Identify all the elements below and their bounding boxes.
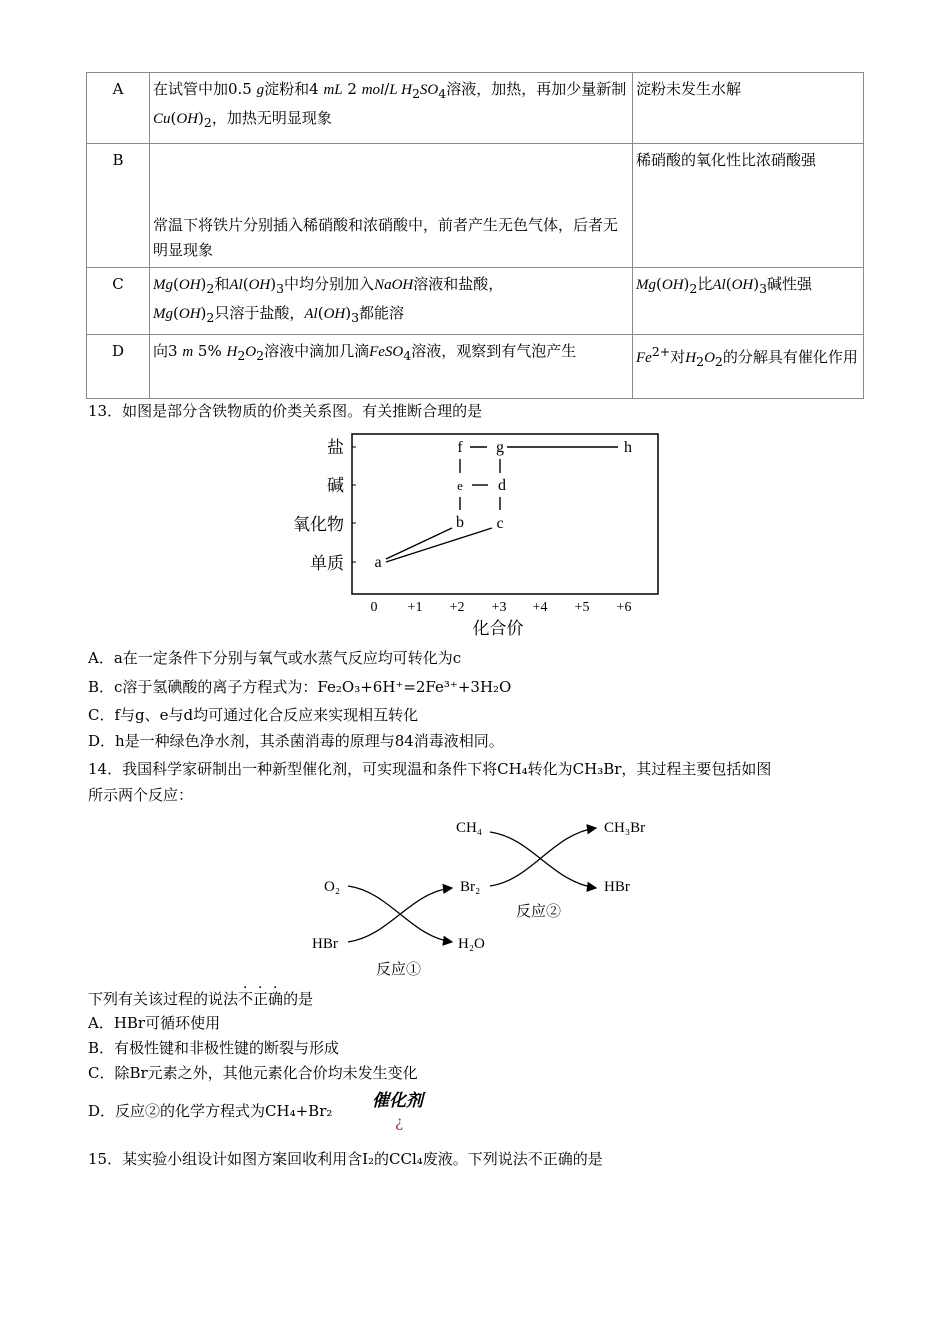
reaction-arrow-icon: ¿ bbox=[395, 1113, 404, 1131]
r2-mid-br2: Br₂ bbox=[460, 879, 481, 895]
x-tick: +1 bbox=[407, 600, 423, 615]
r2-input-ch4: CH₄ bbox=[456, 820, 483, 836]
node-e: e bbox=[457, 478, 463, 493]
r1-label: 反应① bbox=[376, 962, 422, 978]
q14-stem-line2: 所示两个反应： bbox=[88, 786, 194, 804]
q14-option-d: D．反应②的化学方程式为CH₄+Br₂ bbox=[88, 1102, 333, 1120]
y-label-element: 单质 bbox=[310, 554, 344, 573]
x-tick: +3 bbox=[491, 600, 507, 615]
q14-option-c: C．除Br元素之外，其他元素化合价均未发生变化 bbox=[88, 1064, 418, 1082]
q15-stem: 15．某实验小组设计如图方案回收利用含I₂的CCl₄废液。下列说法不正确的是 bbox=[88, 1150, 603, 1168]
q13-stem: 13．如图是部分含铁物质的价类关系图。有关推断合理的是 bbox=[88, 402, 483, 420]
x-tick: +6 bbox=[616, 600, 632, 615]
q14-stem-line1: 14．我国科学家研制出一种新型催化剂，可实现温和条件下将CH₄转化为CH₃Br，其过程主要包括如图 bbox=[88, 760, 772, 778]
table-row bbox=[87, 268, 864, 335]
operation-cell: 常温下将铁片分别插入稀硝酸和浓硝酸中，前者产生无色气体，后者无明显现象 bbox=[150, 144, 633, 268]
node-g: g bbox=[496, 439, 504, 456]
r1-input-o2: O₂ bbox=[324, 879, 341, 895]
r1-input-hbr: HBr bbox=[312, 936, 338, 952]
q12-options-table bbox=[86, 72, 864, 399]
iron-valence-chart bbox=[290, 428, 680, 640]
r2-label: 反应② bbox=[516, 904, 562, 920]
conclusion-cell: $Fe^{2+}$对$H_2O_2$的分解具有催化作用 bbox=[633, 335, 864, 399]
operation-cell: $Mg(OH)_2$和$Al(OH)_3$中均分别加入NaOH溶液和盐酸， $Mg(OH)_2$只溶于盐酸，$Al(OH)_3$都能溶 bbox=[150, 268, 633, 335]
conclusion-cell: 淀粉未发生水解 bbox=[633, 73, 864, 144]
q13-option-b: B．c溶于氢碘酸的离子方程式为：Fe₂O₃+6H⁺=2Fe³⁺+3H₂O bbox=[88, 678, 512, 696]
q13-option-a: A．a在一定条件下分别与氧气或水蒸气反应均可转化为c bbox=[88, 649, 462, 667]
x-tick: +5 bbox=[574, 600, 590, 615]
node-h: h bbox=[624, 439, 632, 456]
node-a: a bbox=[374, 554, 382, 571]
y-label-oxide: 氧化物 bbox=[293, 515, 344, 534]
conclusion-cell: 稀硝酸的氧化性比浓硝酸强 bbox=[633, 144, 864, 268]
node-f: f bbox=[457, 439, 463, 456]
row-label: A bbox=[87, 73, 150, 144]
x-tick: 0 bbox=[370, 600, 378, 615]
row-label: C bbox=[87, 268, 150, 335]
table-row bbox=[87, 144, 864, 268]
r2-output-ch3br: CH₃Br bbox=[604, 820, 646, 836]
node-b: b bbox=[456, 514, 464, 531]
q14-option-a: A．HBr可循环使用 bbox=[88, 1014, 221, 1032]
q14-option-b: B．有极性键和非极性键的断裂与形成 bbox=[88, 1039, 340, 1057]
y-label-base: 碱 bbox=[327, 476, 344, 495]
node-c: c bbox=[496, 515, 504, 532]
r2-output-hbr: HBr bbox=[604, 879, 630, 895]
y-label-salt: 盐 bbox=[327, 438, 344, 457]
q13-option-d: D．h是一种绿色净水剂，其杀菌消毒的原理与84消毒液相同。 bbox=[88, 732, 504, 750]
table-row bbox=[87, 73, 864, 144]
conclusion-cell: $Mg(OH)_2$比$Al(OH)_3$碱性强 bbox=[633, 268, 864, 335]
x-tick: +4 bbox=[532, 600, 548, 615]
node-d: d bbox=[498, 477, 506, 494]
reaction-cycle-diagram bbox=[300, 808, 680, 984]
q13-option-c: C．f与g、e与d均可通过化合反应来实现相互转化 bbox=[88, 706, 419, 724]
operation-cell: 向3 m 5% $H_2O_2$溶液中滴加几滴FeSO$_4$溶液，观察到有气泡产生 bbox=[150, 335, 633, 399]
x-axis-label: 化合价 bbox=[472, 619, 524, 638]
x-tick: +2 bbox=[449, 600, 465, 615]
operation-cell: 在试管中加0.5 g淀粉和4 mL 2 mol/L $H_2SO_4$溶液，加热，再加少量新制$Cu(OH)_2$，加热无明显现象 bbox=[150, 73, 633, 144]
row-label: B bbox=[87, 144, 150, 268]
r1-output-h2o: H₂O bbox=[458, 936, 485, 952]
q14-sub-stem: 下列有关该过程的说法不正确的是 bbox=[88, 990, 314, 1008]
row-label: D bbox=[87, 335, 150, 399]
table-row bbox=[87, 335, 864, 399]
catalyst-label: 催化剂 bbox=[372, 1091, 423, 1111]
